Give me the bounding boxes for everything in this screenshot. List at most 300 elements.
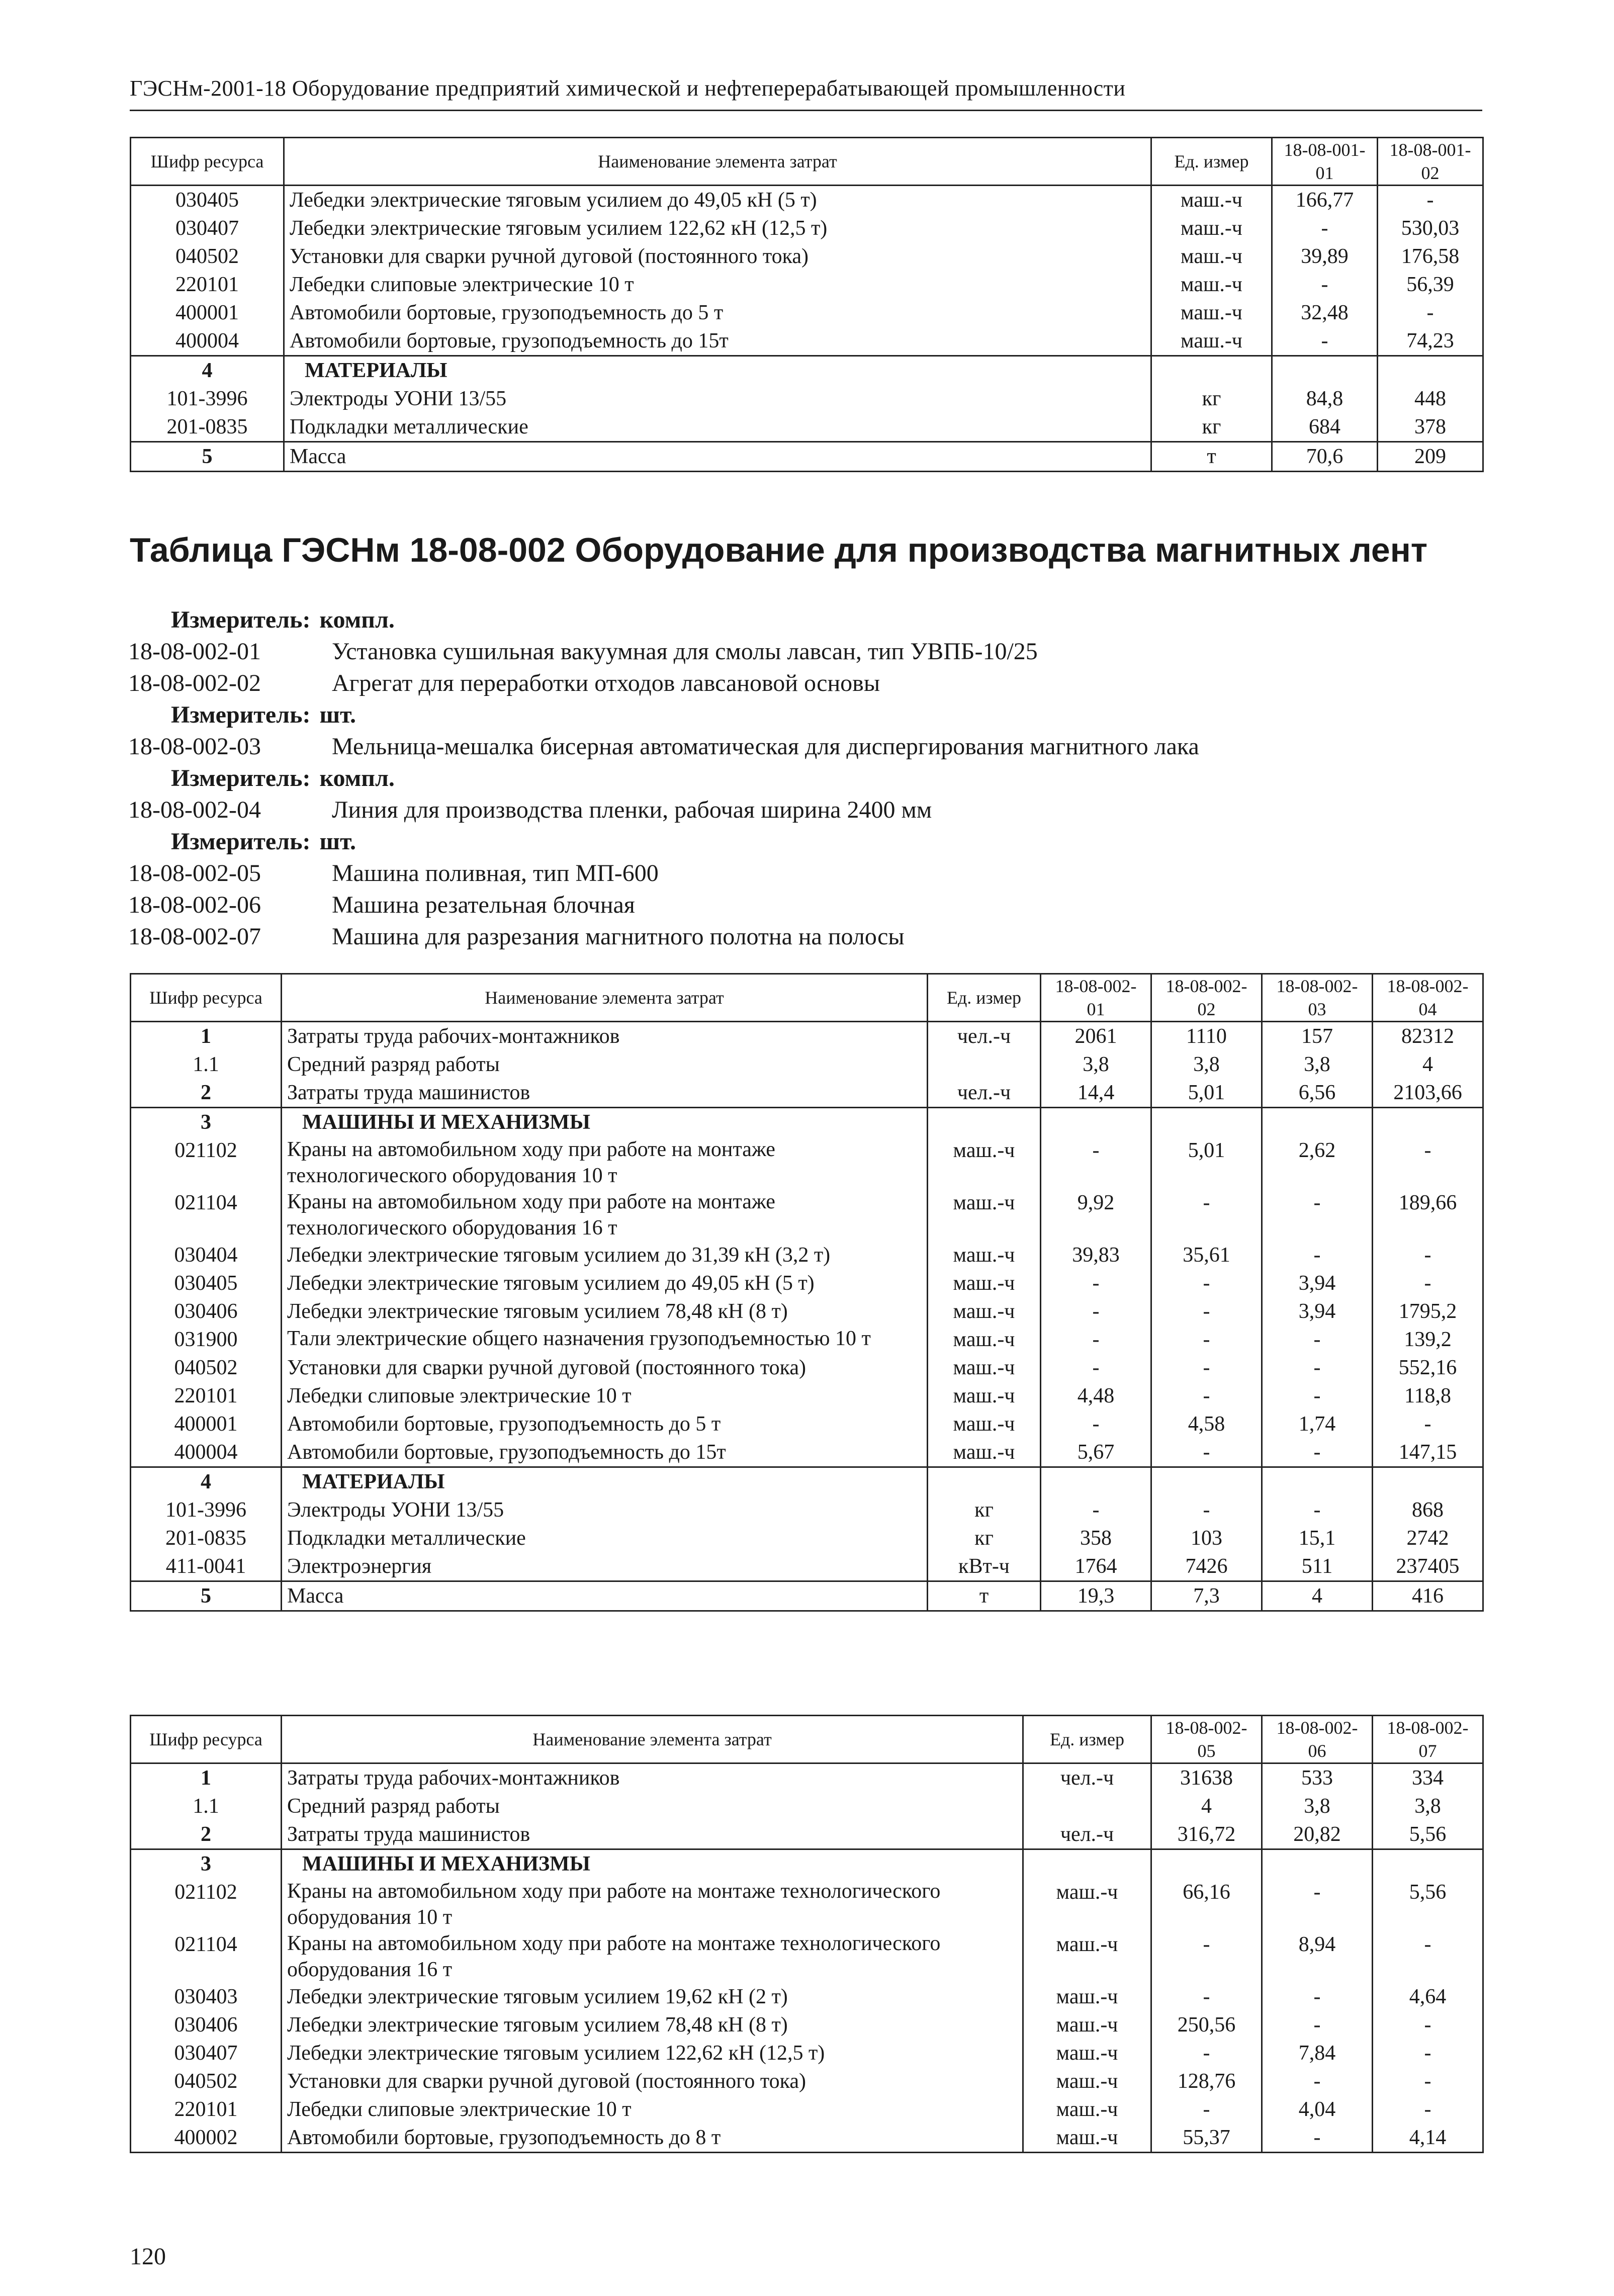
resource-code-cell: 030405 <box>131 186 284 215</box>
unit-cell: маш.-ч <box>1023 2124 1151 2153</box>
value-cell: 3,8 <box>1151 1050 1262 1079</box>
unit-cell: маш.-ч <box>1023 1878 1151 1930</box>
value-cell: 4,64 <box>1373 1983 1483 2011</box>
unit-cell: кг <box>1151 413 1272 442</box>
table-row <box>131 2067 1483 2095</box>
unit-cell: маш.-ч <box>928 1136 1041 1189</box>
value-cell: 684 <box>1272 413 1378 442</box>
value-cell: - <box>1373 2039 1483 2067</box>
resource-code-cell: 220101 <box>131 2095 282 2124</box>
value-cell: 358 <box>1041 1524 1151 1552</box>
table-row <box>131 1410 1483 1438</box>
resource-code-cell: 031900 <box>131 1326 282 1354</box>
cost-element-name-cell: Масса <box>284 442 1151 472</box>
value-cell: 3,8 <box>1373 1792 1483 1820</box>
unit-cell: маш.-ч <box>928 1382 1041 1410</box>
table-row <box>131 2124 1483 2153</box>
cost-element-name-cell: Средний разряд работы <box>282 1792 1023 1820</box>
table-row <box>131 1269 1483 1297</box>
resource-table-main <box>130 973 1484 1612</box>
value-cell: 378 <box>1378 413 1483 442</box>
value-cell: - <box>1262 1496 1373 1524</box>
resource-code-cell: 030403 <box>131 1983 282 2011</box>
resource-code-cell: 4 <box>131 356 284 385</box>
measure-label: Измеритель: <box>171 606 311 633</box>
cost-element-name-cell: Лебедки электрические тяговым усилием 78,48 кН (8 т) <box>282 2011 1023 2039</box>
value-cell: - <box>1373 1269 1483 1297</box>
column-header: Шифр ресурса <box>131 138 284 186</box>
value-cell: 237405 <box>1373 1552 1483 1581</box>
unit-cell <box>1151 356 1272 385</box>
cost-element-name-cell: Автомобили бортовые, грузоподъемность до 15т <box>282 1438 928 1467</box>
value-cell: - <box>1373 1930 1483 1983</box>
resource-code-cell: 400001 <box>131 299 284 327</box>
value-cell: - <box>1262 2011 1373 2039</box>
value-cell: 1,74 <box>1262 1410 1373 1438</box>
value-cell: 166,77 <box>1272 186 1378 215</box>
value-cell: 8,94 <box>1262 1930 1373 1983</box>
value-cell: - <box>1373 1136 1483 1189</box>
cost-element-name-cell: Установки для сварки ручной дуговой (постоянного тока) <box>282 1354 928 1382</box>
cost-element-name-cell: Электроды УОНИ 13/55 <box>284 385 1151 413</box>
value-cell: - <box>1151 1930 1262 1983</box>
value-cell: 4,14 <box>1373 2124 1483 2153</box>
column-header: Ед. измер <box>1151 138 1272 186</box>
value-cell: 157 <box>1262 1022 1373 1051</box>
table-row <box>131 1930 1483 1983</box>
cost-element-name-cell: Затраты труда машинистов <box>282 1079 928 1108</box>
value-cell: 5,01 <box>1151 1136 1262 1189</box>
norm-item-line <box>128 796 932 824</box>
cost-element-name-cell: Автомобили бортовые, грузоподъемность до 15т <box>284 327 1151 356</box>
measure-label: Измеритель: <box>171 828 311 855</box>
value-cell: 2061 <box>1041 1022 1151 1051</box>
norm-code: 18-08-002-07 <box>128 923 261 950</box>
value-cell: 128,76 <box>1151 2067 1262 2095</box>
value-cell: - <box>1151 1326 1262 1354</box>
value-cell: 9,92 <box>1041 1189 1151 1241</box>
value-cell: 1764 <box>1041 1552 1151 1581</box>
norm-code: 18-08-002-02 <box>128 670 261 696</box>
table-row <box>131 1849 1483 1879</box>
value-cell: - <box>1373 2095 1483 2124</box>
resource-code-cell: 101-3996 <box>131 385 284 413</box>
value-cell <box>1262 1849 1373 1879</box>
resource-code-cell: 030404 <box>131 1241 282 1269</box>
unit-cell: чел.-ч <box>928 1022 1041 1051</box>
table-header-row <box>131 138 1483 186</box>
norm-code: 18-08-002-03 <box>128 733 261 760</box>
unit-cell <box>1023 1849 1151 1879</box>
table-row <box>131 1326 1483 1354</box>
cost-element-name-cell: Лебедки электрические тяговым усилием 122,62 кН (12,5 т) <box>282 2039 1023 2067</box>
unit-cell: кг <box>928 1496 1041 1524</box>
table-row <box>131 1297 1483 1326</box>
value-cell: 1795,2 <box>1373 1297 1483 1326</box>
measure-label: Измеритель: <box>171 701 311 728</box>
value-cell: 103 <box>1151 1524 1262 1552</box>
table-header-row <box>131 1716 1483 1763</box>
measure-value: компл. <box>319 765 395 791</box>
table-row <box>131 1189 1483 1241</box>
value-cell: 334 <box>1373 1763 1483 1793</box>
value-cell <box>1373 1467 1483 1496</box>
value-cell: 3,8 <box>1041 1050 1151 1079</box>
resource-code-cell: 201-0835 <box>131 413 284 442</box>
column-header: 18-08-002-01 <box>1041 974 1151 1022</box>
value-cell: - <box>1151 1496 1262 1524</box>
value-cell: 4,58 <box>1151 1410 1262 1438</box>
resource-code-cell: 5 <box>131 442 284 472</box>
value-cell: - <box>1262 1983 1373 2011</box>
value-cell: 5,56 <box>1373 1820 1483 1849</box>
value-cell <box>1373 1849 1483 1879</box>
value-cell: - <box>1262 1326 1373 1354</box>
cost-element-name-cell: Лебедки электрические тяговым усилием до 49,05 кН (5 т) <box>282 1269 928 1297</box>
cost-element-name-cell: МАТЕРИАЛЫ <box>282 1467 928 1496</box>
value-cell: 7,84 <box>1262 2039 1373 2067</box>
resource-code-cell: 1.1 <box>131 1050 282 1079</box>
resource-code-cell: 030406 <box>131 2011 282 2039</box>
table-row <box>131 1496 1483 1524</box>
measure-label: Измеритель: <box>171 765 311 791</box>
value-cell: 416 <box>1373 1581 1483 1611</box>
table-row <box>131 1241 1483 1269</box>
table-row <box>131 1820 1483 1849</box>
unit-cell: маш.-ч <box>928 1354 1041 1382</box>
unit-cell: маш.-ч <box>1023 2039 1151 2067</box>
value-cell: 20,82 <box>1262 1820 1373 1849</box>
value-cell: 118,8 <box>1373 1382 1483 1410</box>
value-cell: 5,56 <box>1373 1878 1483 1930</box>
unit-cell: маш.-ч <box>1151 271 1272 299</box>
section-title: Таблица ГЭСНм 18-08-002 Оборудование для производства магнитных лент <box>130 531 1428 569</box>
unit-cell: маш.-ч <box>928 1297 1041 1326</box>
resource-code-cell: 220101 <box>131 1382 282 1410</box>
table-row <box>131 1382 1483 1410</box>
measure-unit-line <box>171 606 395 634</box>
column-header: Ед. измер <box>928 974 1041 1022</box>
table-row <box>131 1438 1483 1467</box>
norm-description: Машина резательная блочная <box>332 892 635 918</box>
value-cell: 3,8 <box>1262 1050 1373 1079</box>
cost-element-name-cell: Автомобили бортовые, грузоподъемность до 8 т <box>282 2124 1023 2153</box>
norm-description: Агрегат для переработки отходов лавсановой основы <box>332 670 880 696</box>
unit-cell <box>1023 1792 1151 1820</box>
table-row <box>131 1354 1483 1382</box>
cost-element-name-cell: Масса <box>282 1581 928 1611</box>
cost-element-name-cell: Лебедки электрические тяговым усилием до 49,05 кН (5 т) <box>284 186 1151 215</box>
value-cell: 4 <box>1373 1050 1483 1079</box>
unit-cell: маш.-ч <box>1023 2011 1151 2039</box>
cost-element-name-cell: Лебедки электрические тяговым усилием до 31,39 кН (3,2 т) <box>282 1241 928 1269</box>
unit-cell: маш.-ч <box>1151 186 1272 215</box>
cost-element-name-cell: Электроды УОНИ 13/55 <box>282 1496 928 1524</box>
value-cell: - <box>1262 1878 1373 1930</box>
value-cell: 15,1 <box>1262 1524 1373 1552</box>
column-header: 18-08-002-03 <box>1262 974 1373 1022</box>
value-cell <box>1151 1108 1262 1137</box>
cost-element-name-cell: Установки для сварки ручной дуговой (постоянного тока) <box>284 242 1151 271</box>
measure-unit-line <box>171 828 356 855</box>
value-cell: - <box>1262 1382 1373 1410</box>
cost-element-name-cell: Лебедки электрические тяговым усилием 122,62 кН (12,5 т) <box>284 214 1151 242</box>
value-cell: - <box>1041 1297 1151 1326</box>
unit-cell: маш.-ч <box>1151 299 1272 327</box>
norm-item-line <box>128 733 1199 760</box>
resource-code-cell: 201-0835 <box>131 1524 282 1552</box>
value-cell: 511 <box>1262 1552 1373 1581</box>
value-cell: 1110 <box>1151 1022 1262 1051</box>
value-cell: - <box>1151 2095 1262 2124</box>
value-cell: - <box>1041 1410 1151 1438</box>
value-cell: - <box>1378 186 1483 215</box>
value-cell: - <box>1378 299 1483 327</box>
cost-element-name-cell: Подкладки металлические <box>282 1524 928 1552</box>
value-cell: 4,48 <box>1041 1382 1151 1410</box>
value-cell: 250,56 <box>1151 2011 1262 2039</box>
column-header: Шифр ресурса <box>131 974 282 1022</box>
value-cell: 3,94 <box>1262 1269 1373 1297</box>
unit-cell: маш.-ч <box>1023 2067 1151 2095</box>
resource-code-cell: 400002 <box>131 2124 282 2153</box>
norm-item-line <box>128 923 905 950</box>
value-cell: 82312 <box>1373 1022 1483 1051</box>
column-header: Наименование элемента затрат <box>282 1716 1023 1763</box>
value-cell: 39,89 <box>1272 242 1378 271</box>
value-cell: - <box>1151 1269 1262 1297</box>
table-row <box>131 1108 1483 1137</box>
cost-element-name-cell: Затраты труда машинистов <box>282 1820 1023 1849</box>
cost-element-name-cell: Лебедки электрические тяговым усилием 19,62 кН (2 т) <box>282 1983 1023 2011</box>
value-cell: - <box>1262 2067 1373 2095</box>
cost-element-name-cell: Лебедки слиповые электрические 10 т <box>282 2095 1023 2124</box>
cost-element-name-cell: Лебедки электрические тяговым усилием 78,48 кН (8 т) <box>282 1297 928 1326</box>
table-row <box>131 299 1483 327</box>
value-cell: 14,4 <box>1041 1079 1151 1108</box>
norm-item-line <box>128 859 659 887</box>
resource-table-continued <box>130 137 1484 472</box>
value-cell: - <box>1373 2067 1483 2095</box>
table-row <box>131 385 1483 413</box>
value-cell: - <box>1151 1983 1262 2011</box>
unit-cell: маш.-ч <box>1023 2095 1151 2124</box>
table-row <box>131 186 1483 215</box>
unit-cell: маш.-ч <box>1151 242 1272 271</box>
unit-cell: маш.-ч <box>928 1326 1041 1354</box>
unit-cell <box>928 1108 1041 1137</box>
value-cell: 316,72 <box>1151 1820 1262 1849</box>
norm-item-line <box>128 669 880 697</box>
value-cell <box>1262 1108 1373 1137</box>
column-header: 18-08-002-05 <box>1151 1716 1262 1763</box>
cost-element-name-cell: Лебедки слиповые электрические 10 т <box>284 271 1151 299</box>
value-cell: - <box>1262 1354 1373 1382</box>
unit-cell: маш.-ч <box>1151 214 1272 242</box>
resource-code-cell: 021102 <box>131 1878 282 1930</box>
table-header-row <box>131 974 1483 1022</box>
value-cell: 189,66 <box>1373 1189 1483 1241</box>
value-cell: - <box>1041 1269 1151 1297</box>
column-header: 18-08-001-01 <box>1272 138 1378 186</box>
resource-code-cell: 040502 <box>131 2067 282 2095</box>
unit-cell: кг <box>1151 385 1272 413</box>
cost-element-name-cell: Автомобили бортовые, грузоподъемность до 5 т <box>284 299 1151 327</box>
norm-description: Установка сушильная вакуумная для смолы лавсан, тип УВПБ-10/25 <box>332 638 1038 665</box>
value-cell <box>1041 1108 1151 1137</box>
resource-code-cell: 030407 <box>131 214 284 242</box>
value-cell: - <box>1041 1326 1151 1354</box>
value-cell: 5,01 <box>1151 1079 1262 1108</box>
value-cell: 209 <box>1378 442 1483 472</box>
resource-code-cell: 1 <box>131 1763 282 1793</box>
table-row <box>131 2095 1483 2124</box>
value-cell <box>1272 356 1378 385</box>
value-cell: 533 <box>1262 1763 1373 1793</box>
table-row <box>131 1524 1483 1552</box>
measure-value: компл. <box>319 606 395 633</box>
table-row <box>131 1792 1483 1820</box>
value-cell <box>1262 1467 1373 1496</box>
norm-code: 18-08-002-04 <box>128 797 261 823</box>
cost-element-name-cell: Лебедки слиповые электрические 10 т <box>282 1382 928 1410</box>
value-cell: 4,04 <box>1262 2095 1373 2124</box>
resource-code-cell: 2 <box>131 1820 282 1849</box>
cost-element-name-cell: МАШИНЫ И МЕХАНИЗМЫ <box>282 1849 1023 1879</box>
table-row <box>131 214 1483 242</box>
value-cell: - <box>1373 1410 1483 1438</box>
measure-value: шт. <box>319 701 356 728</box>
value-cell: 7426 <box>1151 1552 1262 1581</box>
value-cell: - <box>1373 2011 1483 2039</box>
cost-element-name-cell: Тали электрические общего назначения грузоподъемностью 10 т <box>282 1326 928 1354</box>
table-row <box>131 271 1483 299</box>
value-cell: 84,8 <box>1272 385 1378 413</box>
value-cell <box>1378 356 1483 385</box>
value-cell: - <box>1262 2124 1373 2153</box>
resource-code-cell: 040502 <box>131 1354 282 1382</box>
table-row <box>131 1022 1483 1051</box>
value-cell: 31638 <box>1151 1763 1262 1793</box>
cost-element-name-cell: Подкладки металлические <box>284 413 1151 442</box>
unit-cell: маш.-ч <box>928 1241 1041 1269</box>
table-row <box>131 327 1483 356</box>
value-cell: 6,56 <box>1262 1079 1373 1108</box>
value-cell: - <box>1262 1241 1373 1269</box>
value-cell: 2103,66 <box>1373 1079 1483 1108</box>
value-cell: 66,16 <box>1151 1878 1262 1930</box>
value-cell: - <box>1151 1297 1262 1326</box>
cost-element-name-cell: Краны на автомобильном ходу при работе на монтаже технологического оборудования 10 т <box>282 1878 1023 1930</box>
unit-cell: маш.-ч <box>928 1189 1041 1241</box>
resource-code-cell: 021102 <box>131 1136 282 1189</box>
value-cell: 74,23 <box>1378 327 1483 356</box>
cost-element-name-cell: Затраты труда рабочих-монтажников <box>282 1763 1023 1793</box>
value-cell: 2,62 <box>1262 1136 1373 1189</box>
value-cell: 3,8 <box>1262 1792 1373 1820</box>
column-header: 18-08-002-04 <box>1373 974 1483 1022</box>
table-row <box>131 413 1483 442</box>
value-cell: 56,39 <box>1378 271 1483 299</box>
table-row <box>131 2039 1483 2067</box>
value-cell: 448 <box>1378 385 1483 413</box>
resource-code-cell: 400004 <box>131 1438 282 1467</box>
value-cell: 552,16 <box>1373 1354 1483 1382</box>
cost-element-name-cell: Краны на автомобильном ходу при работе на монтаже технологического оборудования 16 т <box>282 1930 1023 1983</box>
value-cell: - <box>1151 1382 1262 1410</box>
value-cell: 4 <box>1262 1581 1373 1611</box>
column-header: Ед. измер <box>1023 1716 1151 1763</box>
value-cell: 39,83 <box>1041 1241 1151 1269</box>
value-cell: - <box>1151 1438 1262 1467</box>
resource-code-cell: 030407 <box>131 2039 282 2067</box>
value-cell <box>1151 1849 1262 1879</box>
running-header: ГЭСНм-2001-18 Оборудование предприятий химической и нефтеперерабатывающей промышленности <box>130 75 1482 111</box>
norm-description: Мельница-мешалка бисерная автоматическая для диспергирования магнитного лака <box>332 733 1199 760</box>
value-cell: 868 <box>1373 1496 1483 1524</box>
unit-cell <box>928 1050 1041 1079</box>
value-cell: - <box>1373 1241 1483 1269</box>
cost-element-name-cell: Установки для сварки ручной дуговой (постоянного тока) <box>282 2067 1023 2095</box>
value-cell: 55,37 <box>1151 2124 1262 2153</box>
value-cell: - <box>1272 271 1378 299</box>
table-row <box>131 442 1483 472</box>
resource-code-cell: 1 <box>131 1022 282 1051</box>
resource-table-second <box>130 1715 1484 2153</box>
norm-description: Машина для разрезания магнитного полотна на полосы <box>332 923 905 950</box>
unit-cell: кг <box>928 1524 1041 1552</box>
measure-unit-line <box>171 764 395 792</box>
norm-code: 18-08-002-01 <box>128 638 261 665</box>
value-cell: - <box>1262 1189 1373 1241</box>
resource-code-cell: 021104 <box>131 1189 282 1241</box>
value-cell: - <box>1151 1354 1262 1382</box>
cost-element-name-cell: МАШИНЫ И МЕХАНИЗМЫ <box>282 1108 928 1137</box>
value-cell: 139,2 <box>1373 1326 1483 1354</box>
resource-code-cell: 3 <box>131 1849 282 1879</box>
measure-value: шт. <box>319 828 356 855</box>
value-cell: 70,6 <box>1272 442 1378 472</box>
unit-cell: маш.-ч <box>1151 327 1272 356</box>
table-row <box>131 1136 1483 1189</box>
value-cell: 3,94 <box>1262 1297 1373 1326</box>
unit-cell: т <box>928 1581 1041 1611</box>
resource-code-cell: 400001 <box>131 1410 282 1438</box>
value-cell: - <box>1272 327 1378 356</box>
cost-element-name-cell: Краны на автомобильном ходу при работе на монтаже технологического оборудования 16 т <box>282 1189 928 1241</box>
unit-cell: маш.-ч <box>928 1438 1041 1467</box>
norm-code: 18-08-002-05 <box>128 860 261 887</box>
resource-code-cell: 220101 <box>131 271 284 299</box>
norm-item-line <box>128 891 635 919</box>
value-cell: - <box>1151 1189 1262 1241</box>
norm-item-line <box>128 638 1038 665</box>
column-header: Наименование элемента затрат <box>284 138 1151 186</box>
resource-code-cell: 5 <box>131 1581 282 1611</box>
cost-element-name-cell: МАТЕРИАЛЫ <box>284 356 1151 385</box>
measure-unit-line <box>171 701 356 729</box>
value-cell: 35,61 <box>1151 1241 1262 1269</box>
value-cell: 19,3 <box>1041 1581 1151 1611</box>
norm-description: Машина поливная, тип МП-600 <box>332 860 659 887</box>
table-row <box>131 1467 1483 1496</box>
table-row <box>131 242 1483 271</box>
value-cell <box>1151 1467 1262 1496</box>
unit-cell: маш.-ч <box>1023 1930 1151 1983</box>
resource-code-cell: 030405 <box>131 1269 282 1297</box>
cost-element-name-cell: Средний разряд работы <box>282 1050 928 1079</box>
value-cell: - <box>1041 1354 1151 1382</box>
